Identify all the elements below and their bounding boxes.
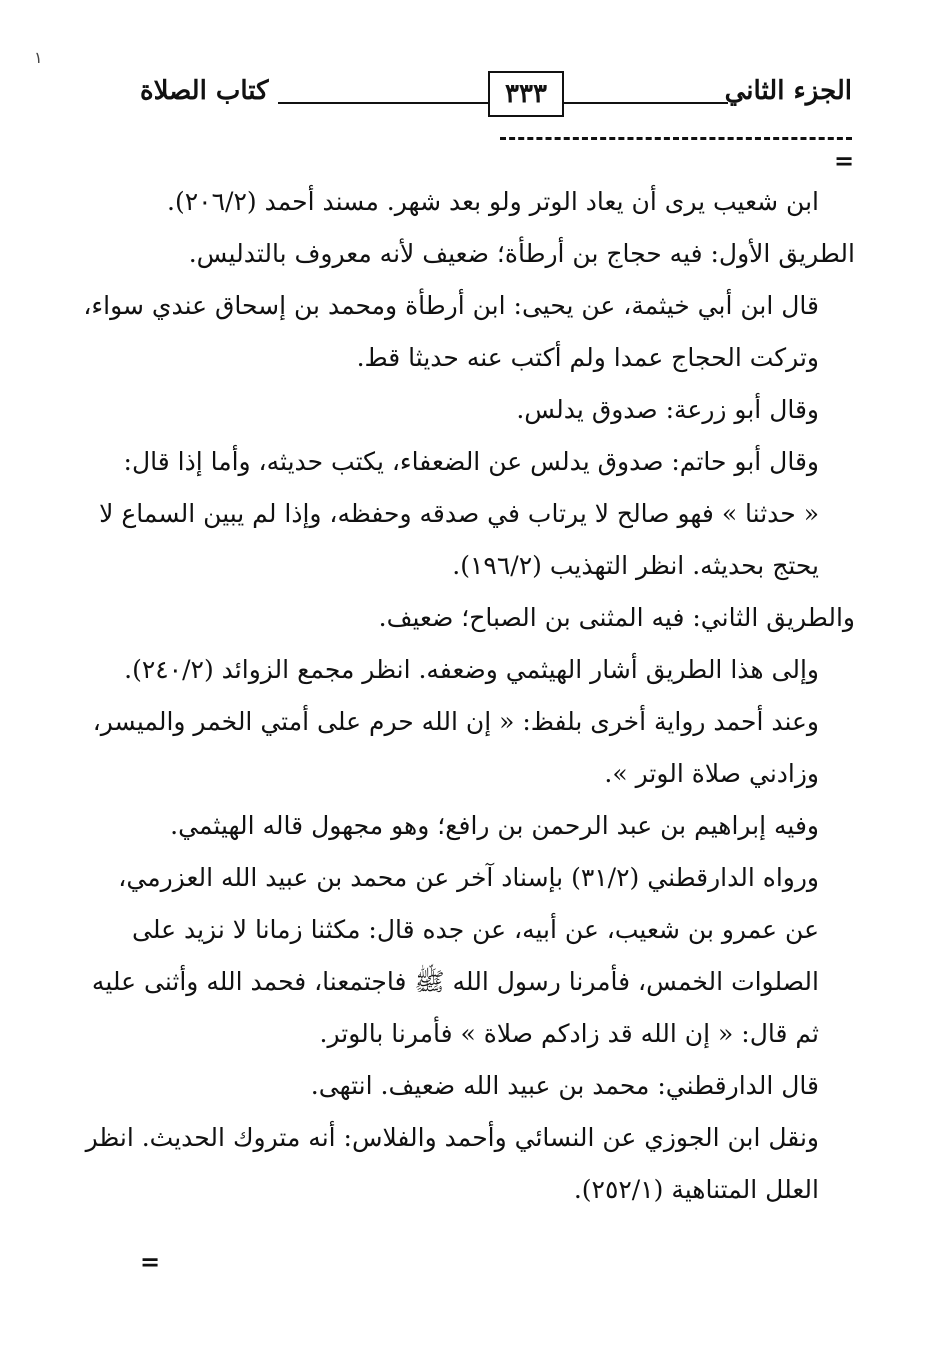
text-line: ابن شعيب يرى أن يعاد الوتر ولو بعد شهر. مسند أحمد (٢٠٦/٢). [167, 187, 819, 216]
text-line: قال ابن أبي خيثمة، عن يحيى: ابن أرطأة ومحمد بن إسحاق عندي سواء، [83, 291, 819, 320]
text-line: « حدثنا » فهو صالح لا يرتاب في صدقه وحفظه، وإذا لم يبين السماع لا [99, 499, 819, 528]
page-number: ٣٣٣ [488, 71, 564, 117]
text-line: الطريق الأول: فيه حجاج بن أرطأة؛ ضعيف لأنه معروف بالتدليس. [188, 239, 855, 268]
text-line: العلل المتناهية (٢٥٢/١). [573, 1175, 819, 1204]
text-line: ونقل ابن الجوزي عن النسائي وأحمد والفلاس: أنه متروك الحديث. انظر [85, 1123, 819, 1152]
separator-top: = [834, 146, 855, 175]
text-line: قال الدارقطني: محمد بن عبيد الله ضعيف. انتهى. [310, 1071, 819, 1100]
text-line: ورواه الدارقطني (٣١/٢) بإسناد آخر عن محمد بن عبيد الله العزرمي، [118, 863, 819, 892]
text-line: ثم قال: « إن الله قد زادكم صلاة » فأمرنا بالوتر. [319, 1019, 819, 1048]
text-line: يحتج بحديثه. انظر التهذيب (١٩٦/٢). [452, 551, 819, 580]
header-rule-left [278, 102, 488, 104]
separator-bottom: = [140, 1247, 161, 1276]
dashed-divider [500, 137, 852, 140]
text-line: والطريق الثاني: فيه المثنى بن الصباح؛ ضعيف. [378, 603, 855, 632]
running-header [140, 68, 852, 128]
header-rule-right [562, 102, 728, 104]
text-line: وعند أحمد رواية أخرى بلفظ: « إن الله حرم على أمتي الخمر والميسر، [92, 707, 819, 736]
volume-title: الجزء الثاني [724, 76, 852, 106]
text-line: عن عمرو بن شعيب، عن أبيه، عن جده قال: مكثنا زمانا لا نزيد على [132, 915, 819, 944]
book-title: كتاب الصلاة [140, 76, 269, 106]
text-line: وزادني صلاة الوتر ». [604, 759, 819, 788]
text-line: وقال أبو حاتم: صدوق يدلس عن الضعفاء، يكتب حديثه، وأما إذا قال: [123, 447, 819, 476]
body-text [83, 176, 855, 1216]
text-line: وفيه إبراهيم بن عبد الرحمن بن رافع؛ وهو مجهول قاله الهيثمي. [170, 811, 819, 840]
text-line: وإلى هذا الطريق أشار الهيثمي وضعفه. انظر مجمع الزوائد (٢٤٠/٢). [124, 655, 819, 684]
corner-mark: ١ [34, 48, 43, 67]
text-line: وقال أبو زرعة: صدوق يدلس. [516, 395, 819, 424]
text-line: الصلوات الخمس، فأمرنا رسول الله ﷺ فاجتمعنا، فحمد الله وأثنى عليه [91, 967, 819, 996]
text-line: وتركت الحجاج عمدا ولم أكتب عنه حديثا قط. [356, 343, 819, 372]
